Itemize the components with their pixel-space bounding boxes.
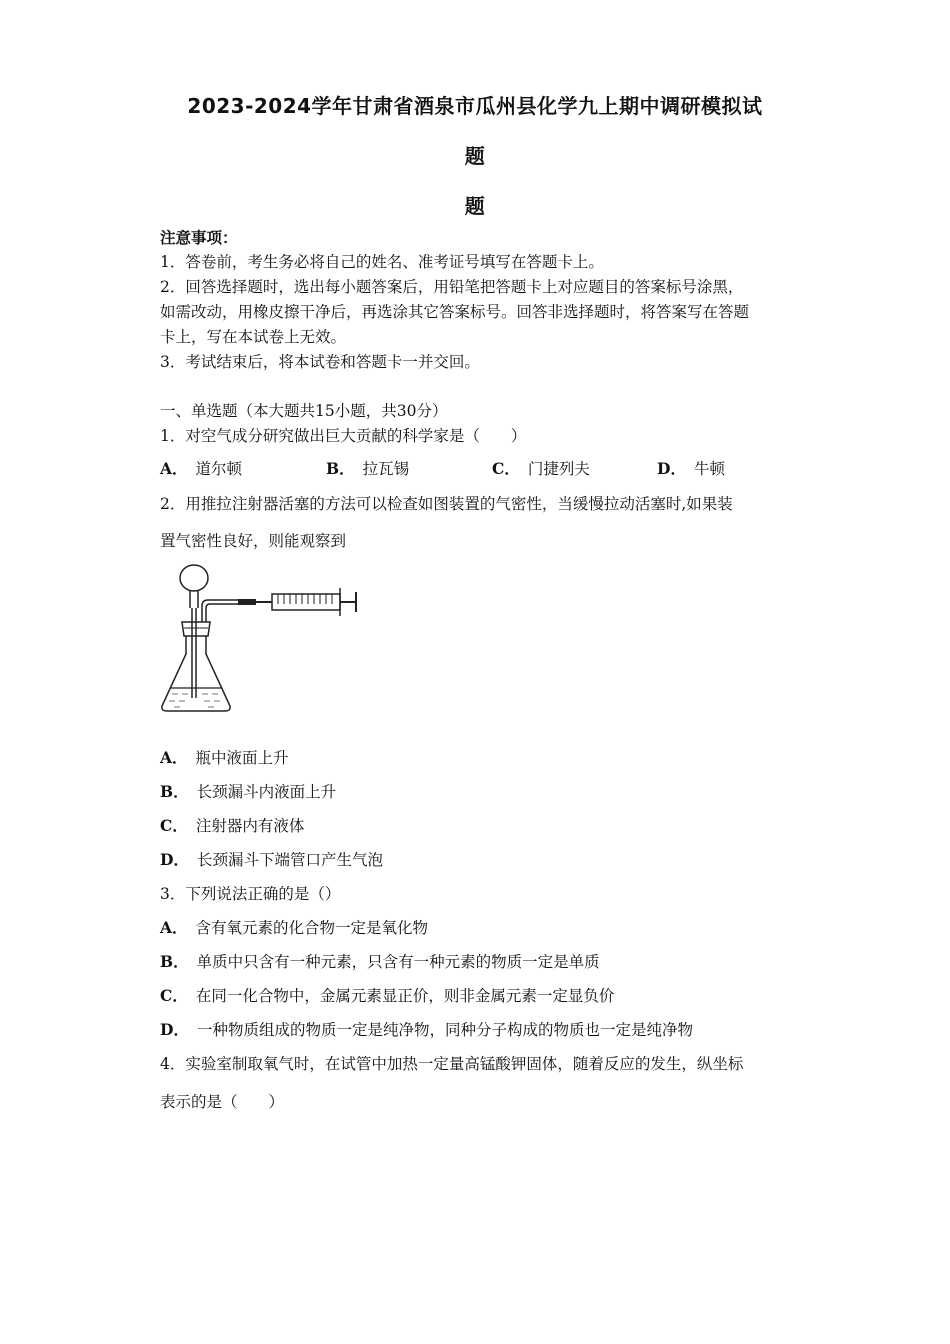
q4-stem-line-2: 表示的是（ ） [160,1093,285,1111]
q3-stem: 3．下列说法正确的是（） [160,885,341,903]
q1-option-b: B． 拉瓦锡 [326,459,410,478]
notice-item-2b: 如需改动，用橡皮擦干净后，再选涂其它答案标号。回答非选择题时，将答案写在答题 [160,303,750,321]
q3-option-c: C． 在同一化合物中，金属元素显正价，则非金属元素一定显负价 [160,986,615,1005]
exam-title-line-2: 题 [464,144,486,168]
rubber-connector [238,599,256,605]
notice-item-3: 3．考试结束后，将本试卷和答题卡一并交回。 [160,353,480,371]
q3-option-b: B． 单质中只含有一种元素，只含有一种元素的物质一定是单质 [160,952,600,971]
funnel-bulb [180,565,208,591]
q2-option-b: B． 长颈漏斗内液面上升 [160,782,337,801]
q3-option-d: D． 一种物质组成的物质一定是纯净物，同种分子构成的物质也一定是纯净物 [160,1020,693,1039]
q1-stem: 1．对空气成分研究做出巨大贡献的科学家是（ ） [160,427,527,445]
q1-option-d: D． 牛顿 [657,459,725,478]
q2-option-c: C． 注射器内有液体 [160,816,305,835]
notice-item-1: 1．答卷前，考生务必将自己的姓名、准考证号填写在答题卡上。 [160,253,604,271]
notice-item-2c: 卡上，写在本试卷上无效。 [160,328,347,346]
exam-title-line-1: 2023-2024学年甘肃省酒泉市瓜州县化学九上期中调研模拟试 [187,94,763,118]
gas-tightness-apparatus-figure [158,558,368,718]
syringe-barrel [272,594,340,610]
notice-item-2a: 2．回答选择题时，选出每小题答案后，用铅笔把答题卡上对应题目的答案标号涂黑， [160,278,744,296]
section-heading: 一、单选题（本大题共15小题，共30分） [160,402,448,420]
notice-heading: 注意事项： [160,228,238,247]
side-tube-inner [206,604,238,622]
q4-stem-line-1: 4．实验室制取氧气时，在试管中加热一定量高锰酸钾固体，随着反应的发生，纵坐标 [160,1055,744,1073]
exam-title-line-3: 题 [464,194,486,218]
q2-option-a: A． 瓶中液面上升 [160,748,289,767]
q2-option-d: D． 长颈漏斗下端管口产生气泡 [160,850,383,869]
liquid-hatching [169,694,220,707]
q2-stem-line-1: 2．用推拉注射器活塞的方法可以检查如图装置的气密性，当缓慢拉动活塞时,如果装 [160,495,733,513]
q1-option-c: C． 门捷列夫 [492,459,590,478]
q1-option-a: A． 道尔顿 [160,459,243,478]
q3-option-a: A． 含有氧元素的化合物一定是氧化物 [160,918,429,937]
q2-stem-line-2: 置气密性良好，则能观察到 [160,532,347,550]
